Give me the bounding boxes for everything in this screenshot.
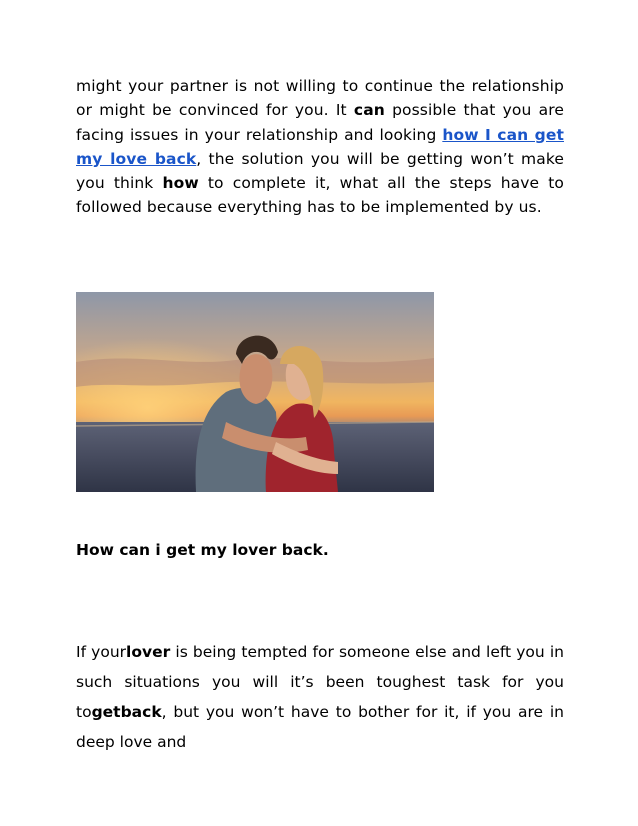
text-span: , but you won’t have to bother for it, if you are in deep love and [76,703,564,751]
bold-word-how: how [162,174,199,193]
section-heading: How can i get my lover back. [76,541,329,559]
body-paragraph-1 [76,74,564,220]
love-back-link[interactable]: how I can get my love back [76,125,564,168]
text-span: If your [76,643,127,661]
bold-word-getback: getback [91,703,162,721]
bold-word-can: can [353,101,385,120]
text-span: might your partner is not willing to continue the relationship or might be convinced for you. It [76,77,564,120]
text-span: , the solution you will be getting won’t make you think [76,149,564,193]
body-paragraph-2 [76,637,564,757]
bold-word-lover: lover [126,643,171,661]
text-span: possible that you are facing issues in your relationship and looking [76,101,564,144]
couple-photo [76,292,434,492]
text-span: to complete it, what all the steps have to followed because everything has to be implemented by us. [76,174,564,217]
text-span: is being tempted for someone else and left you in such situations you will it’s been toughest task for you to [76,643,564,721]
couple-embracing-photo-icon [76,292,434,492]
